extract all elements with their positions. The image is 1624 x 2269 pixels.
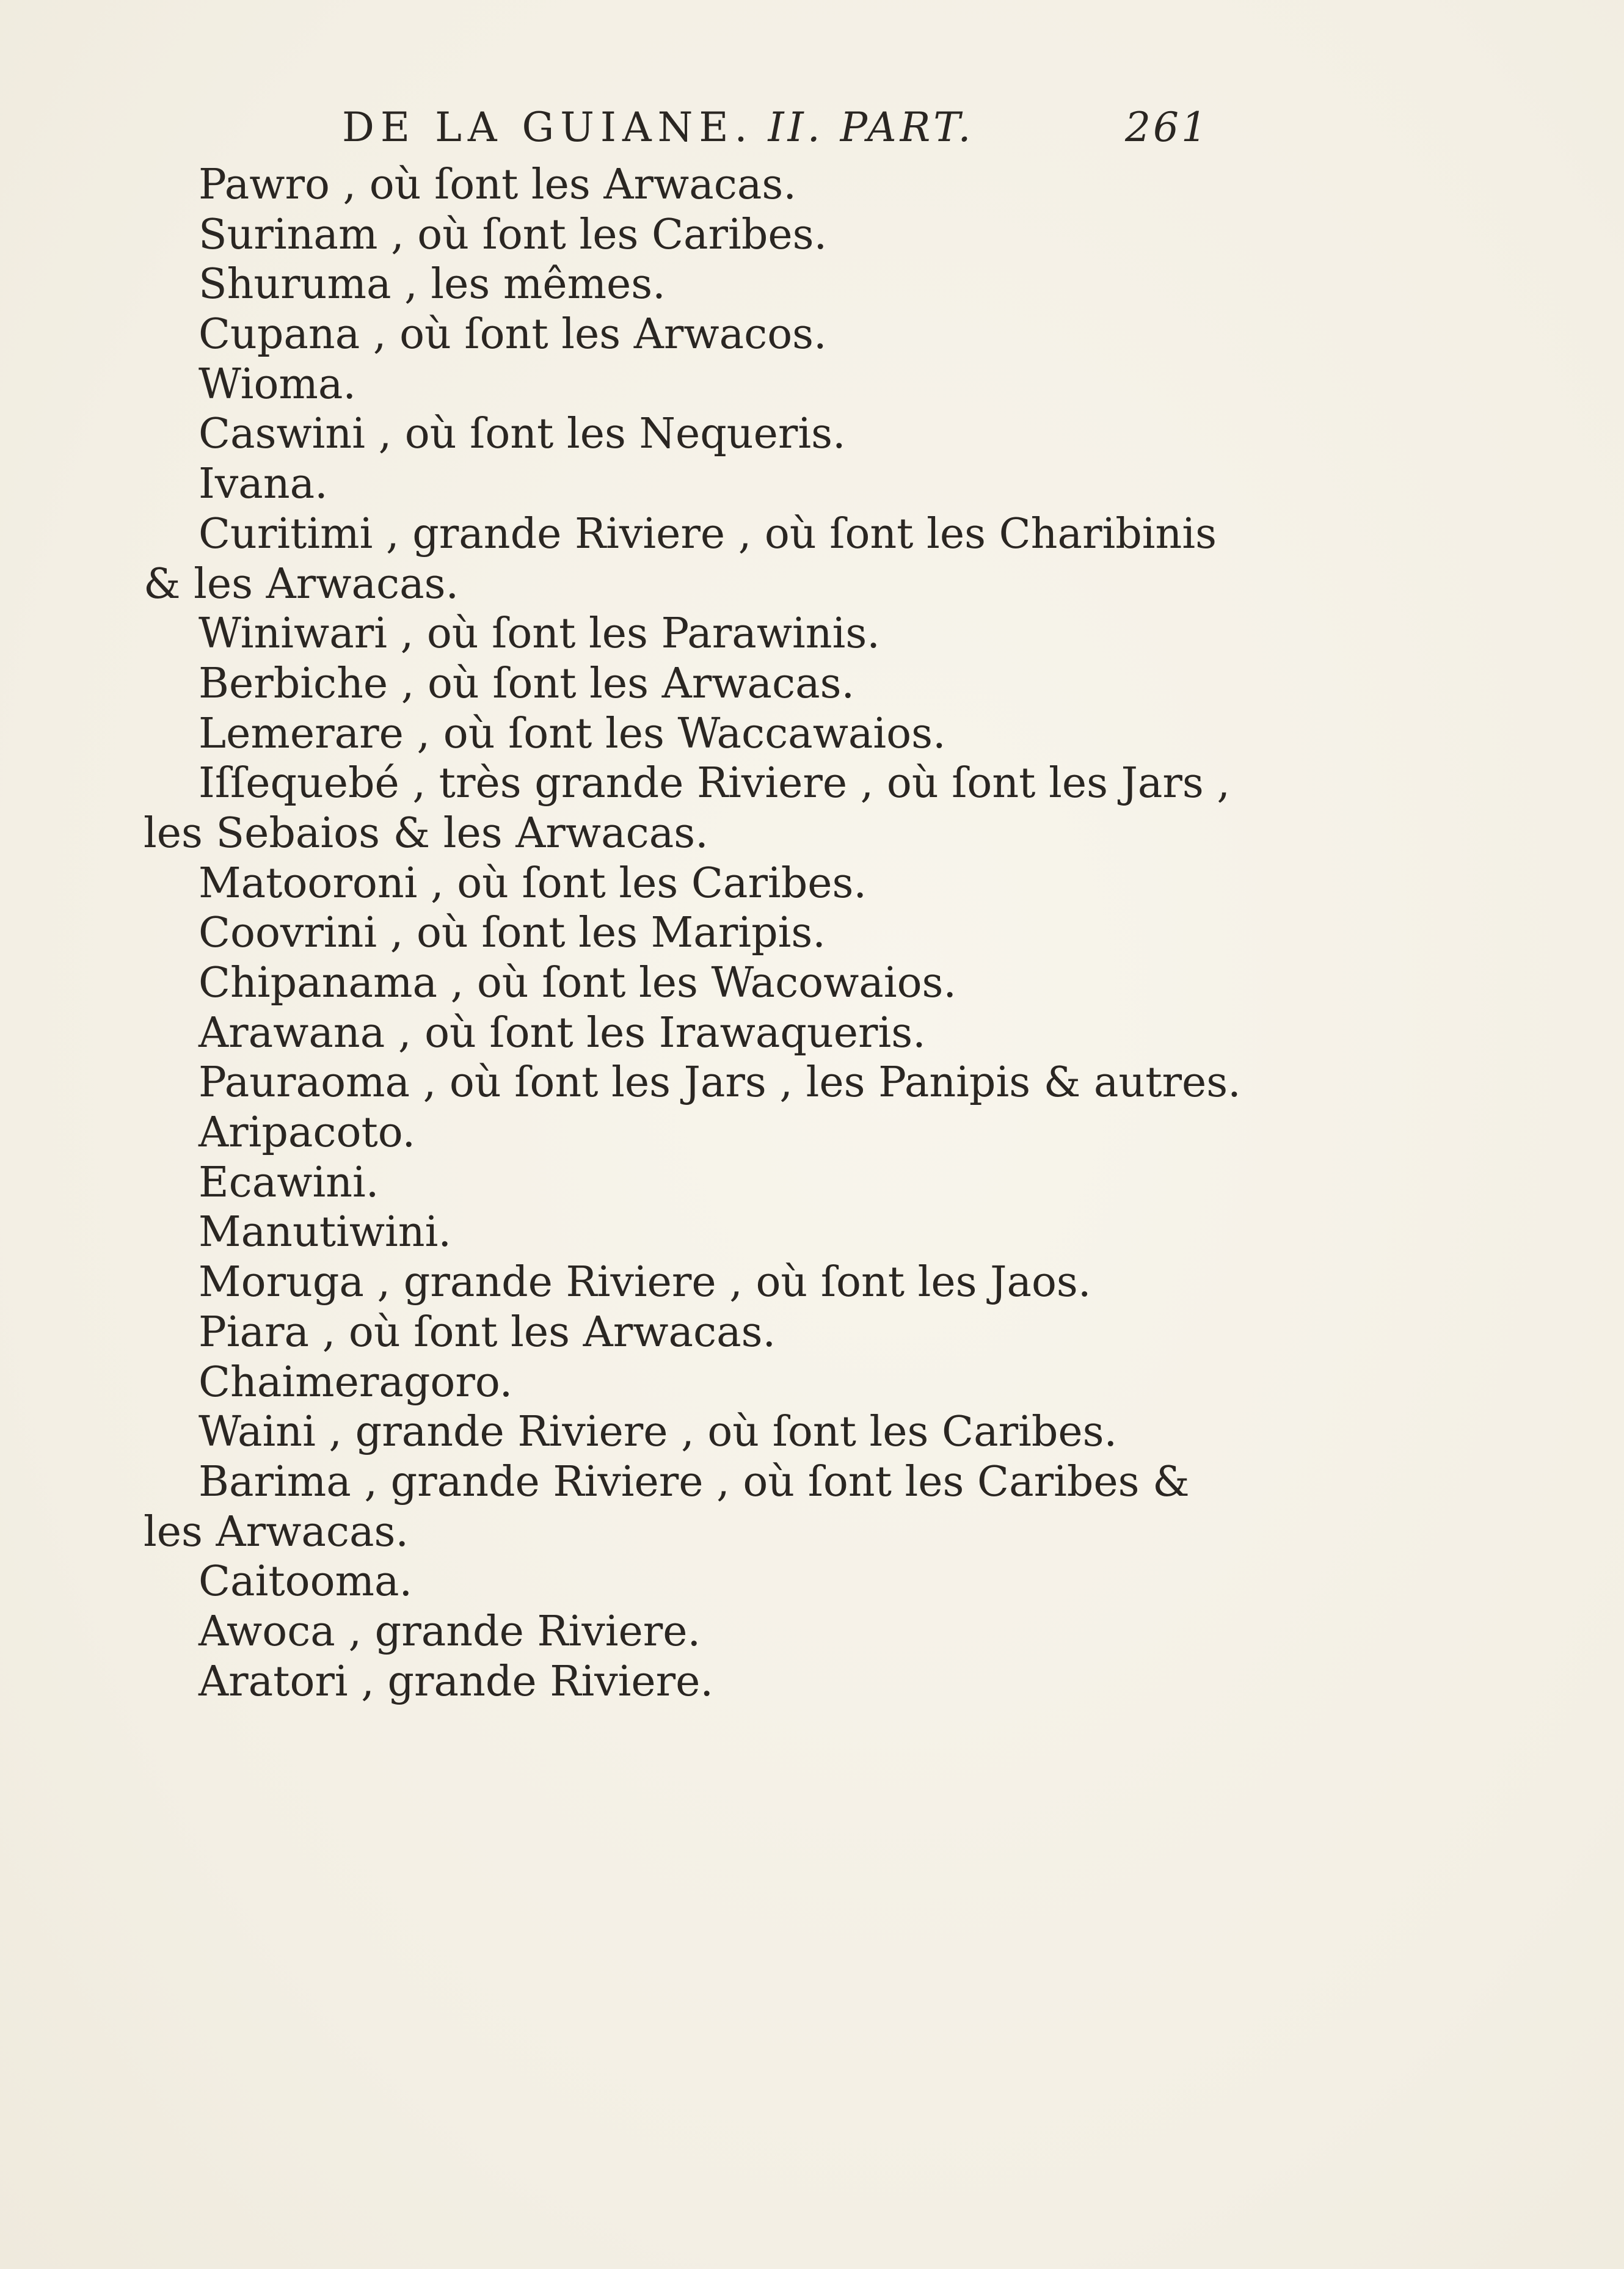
text-line: Aripacoto. [198, 1109, 416, 1157]
text-line: Berbiche , où ſont les Arwacas. [198, 659, 855, 708]
text-line: Ecawini. [198, 1158, 379, 1207]
running-head [342, 104, 975, 151]
text-line: Iſſequebé , très grande Riviere , où ſont les Jars , [198, 759, 1231, 808]
text-line: Wioma. [198, 360, 357, 409]
text-line: Chaimeragoro. [198, 1358, 513, 1407]
text-line: Moruga , grande Riviere , où ſont les Jaos. [198, 1258, 1091, 1307]
text-line: & les Arwacas. [144, 559, 459, 608]
text-line: Arawana , où ſont les Irawaqueris. [198, 1008, 926, 1057]
text-line: Awoca , grande Riviere. [198, 1607, 701, 1656]
text-line: Piara , où ſont les Arwacas. [198, 1308, 776, 1357]
text-line: les Sebaios & les Arwacas. [144, 809, 708, 858]
river-list [144, 160, 1241, 1706]
text-line: Winiwari , où ſont les Parawinis. [198, 610, 880, 658]
text-line: Lemerare , où ſont les Waccawaios. [198, 709, 946, 758]
text-line: Waini , grande Riviere , où ſont les Caribes. [198, 1408, 1118, 1457]
text-line: Coovrini , où ſont les Maripis. [198, 909, 826, 958]
text-line: Aratori , grande Riviere. [198, 1657, 713, 1706]
text-line: les Arwacas. [144, 1507, 409, 1556]
text-line: Shuruma , les mêmes. [198, 260, 666, 309]
page-number: 261 [1125, 104, 1209, 151]
text-line: Manutiwini. [198, 1208, 451, 1257]
text-line: Caitooma. [198, 1557, 413, 1606]
text-line: Cupana , où ſont les Arwacos. [198, 310, 827, 359]
text-line: Pauraoma , où ſont les Jars , les Panipis & autres. [198, 1058, 1241, 1107]
text-line: Matooroni , où ſont les Caribes. [198, 859, 867, 908]
text-line: Pawro , où ſont les Arwacas. [198, 161, 796, 209]
running-head-part: II. PART. [768, 104, 975, 151]
text-line: Barima , grande Riviere , où ſont les Caribes & [198, 1457, 1190, 1506]
running-head-title: DE LA GUIANE. [342, 104, 754, 151]
text-line: Ivana. [198, 460, 328, 509]
text-line: Surinam , où ſont les Caribes. [198, 210, 828, 259]
text-line: Caswini , où ſont les Nequeris. [198, 410, 846, 459]
text-line: Chipanama , où ſont les Wacowaios. [198, 959, 957, 1007]
text-line: Curitimi , grande Riviere , où ſont les Charibinis [198, 509, 1217, 558]
page-header [342, 104, 1209, 159]
